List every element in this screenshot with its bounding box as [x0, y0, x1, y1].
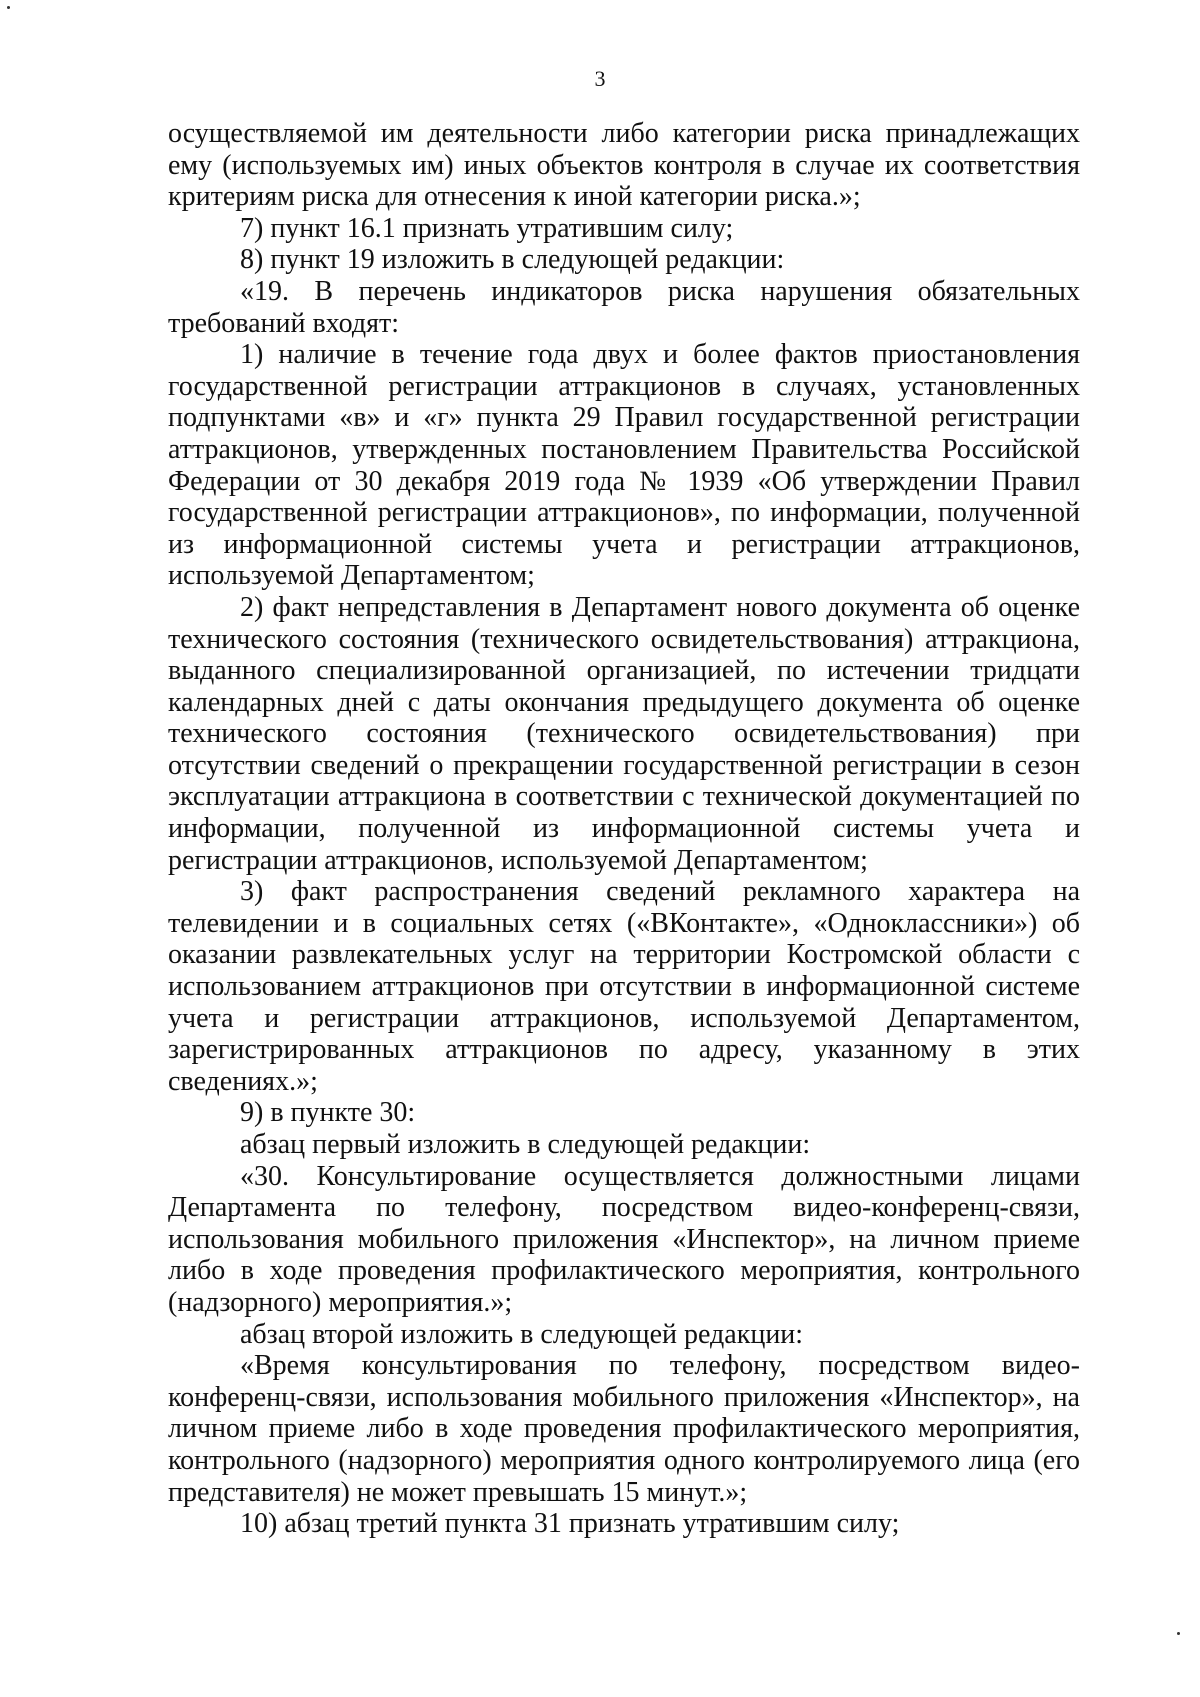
paragraph: абзац второй изложить в следующей редакции:: [240, 1318, 804, 1350]
paragraph: 7) пункт 16.1 признать утратившим силу;: [240, 212, 734, 244]
paragraph: 9) в пункте 30:: [240, 1097, 416, 1129]
paragraph: 10) абзац третий пункта 31 признать утратившим силу;: [240, 1508, 900, 1540]
paragraph: осуществляемой им деятельности либо категории риска принадлежащих ему (используемых им) иных объектов контроля в случае их соответствия критериям риска для отнесения к иной категории риска.»;: [168, 118, 1080, 213]
paragraph: 3) факт распространения сведений рекламного характера на телевидении и в социальных сетях («ВКонтакте», «Одноклассники») об оказании развлекательных услуг на территории Костромской области с использованием аттракционов при отсутствии в информационной системе учета и регистрации аттракционов, используемой Департаментом, зарегистрированных аттракционов по адресу, указанному в этих сведениях.»;: [168, 876, 1080, 1097]
paragraph: 1) наличие в течение года двух и более фактов приостановления государственной регистрации аттракционов в случаях, установленных подпунктами «в» и «г» пункта 29 Правил государственной регистрации аттракционов, утвержденных постановлением Правительства Российской Федерации от 30 декабря 2019 года № 1939 «Об утверждении Правил государственной регистрации аттракционов», по информации, полученной из информационной системы учета и регистрации аттракционов, используемой Департаментом;: [168, 339, 1080, 592]
scan-speck: [7, 6, 10, 9]
paragraph: 2) факт непредставления в Департамент нового документа об оценке технического состояния (технического освидетельствования) аттракциона, выданного специализированной организацией, по истечении тридцати календарных дней с даты окончания предыдущего документа об оценке технического состояния (технического освидетельствования) при отсутствии сведений о прекращении государственной регистрации в сезон эксплуатации аттракциона в соответствии с технической документацией по информации, полученной из информационной системы учета и регистрации аттракционов, используемой Департаментом;: [168, 591, 1080, 876]
paragraph: «Время консультирования по телефону, посредством видео-конференц-связи, использования мобильного приложения «Инспектор», на личном приеме либо в ходе проведения профилактического мероприятия, контрольного (надзорного) мероприятия одного контролируемого лица (его представителя) не может превышать 15 минут.»;: [168, 1350, 1080, 1508]
paragraph: 8) пункт 19 изложить в следующей редакции:: [240, 244, 785, 276]
paragraph: «19. В перечень индикаторов риска нарушения обязательных требований входят:: [168, 275, 1080, 339]
scan-speck: [1177, 1632, 1180, 1635]
paragraph: «30. Консультирование осуществляется должностными лицами Департамента по телефону, посредством видео-конференц-связи, использования мобильного приложения «Инспектор», на личном приеме либо в ходе проведения профилактического мероприятия, контрольного (надзорного) мероприятия.»;: [168, 1160, 1080, 1318]
document-body: [168, 118, 1080, 1540]
paragraph: абзац первый изложить в следующей редакции:: [240, 1129, 811, 1160]
page-number: 3: [594, 66, 606, 91]
